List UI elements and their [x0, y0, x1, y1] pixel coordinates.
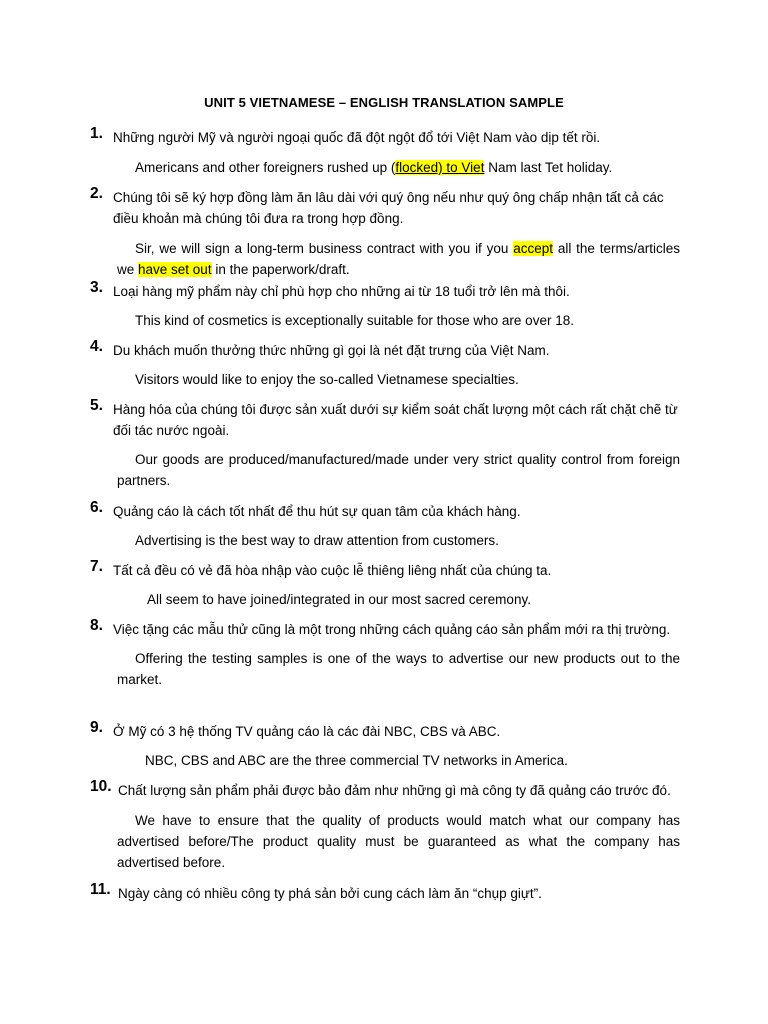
list-item — [90, 619, 680, 690]
list-item — [90, 780, 680, 873]
english-translation: Sir, we will sign a long-term business contract with you if you accept all the terms/articles we have set out in the paperwork/draft. — [117, 241, 680, 277]
list-item — [90, 399, 680, 491]
vietnamese-sentence: Hàng hóa của chúng tôi được sản xuất dưới sự kiểm soát chất lượng một cách rất chặt chẽ từ đối tác nước ngoài. — [113, 402, 678, 438]
list-item — [90, 127, 680, 178]
list-item — [90, 883, 680, 904]
english-translation: Offering the testing samples is one of the ways to advertise our new products out to the market. — [117, 651, 680, 687]
item-number: 11. — [90, 881, 111, 898]
vietnamese-sentence: Ở Mỹ có 3 hệ thống TV quảng cáo là các đài NBC, CBS và ABC. — [113, 724, 501, 739]
item-number: 2. — [90, 185, 103, 202]
english-translation: Americans and other foreigners rushed up (flocked) to Viet Nam last Tet holiday. — [135, 160, 613, 175]
vietnamese-sentence: Ngày càng có nhiều công ty phá sản bởi cung cách làm ăn “chụp giựt”. — [118, 886, 542, 901]
vietnamese-sentence: Du khách muốn thưởng thức những gì gọi là nét đặt trưng của Việt Nam. — [113, 343, 550, 358]
item-number: 4. — [90, 338, 103, 355]
english-translation: Visitors would like to enjoy the so-called Vietnamese specialties. — [135, 372, 519, 387]
item-number: 9. — [90, 719, 103, 736]
english-translation: We have to ensure that the quality of products would match what our company has advertised before/The product quality must be guaranteed as what the company has advertised before. — [117, 813, 680, 870]
vietnamese-sentence: Chất lượng sản phẩm phải được bảo đảm như những gì mà công ty đã quảng cáo trước đó. — [118, 783, 671, 798]
list-item — [90, 721, 680, 771]
item-number: 10. — [90, 778, 112, 795]
vietnamese-sentence: Tất cả đều có vẻ đã hòa nhập vào cuộc lễ thiêng liêng nhất của chúng ta. — [113, 563, 552, 578]
list-item — [90, 501, 680, 551]
english-translation: All seem to have joined/integrated in our most sacred ceremony. — [147, 592, 531, 607]
item-number: 1. — [90, 125, 103, 142]
highlighted-text: flocked) to Viet — [395, 160, 485, 175]
vietnamese-sentence: Quảng cáo là cách tốt nhất để thu hút sự quan tâm của khách hàng. — [113, 504, 521, 519]
item-number: 7. — [90, 558, 103, 575]
english-translation: NBC, CBS and ABC are the three commercial TV networks in America. — [145, 753, 568, 768]
highlighted-text: accept — [513, 241, 553, 256]
item-number: 5. — [90, 397, 103, 414]
vietnamese-sentence: Chúng tôi sẽ ký hợp đồng làm ăn lâu dài với quý ông nếu như quý ông chấp nhận tất cả các điều khoản mà chúng tôi đưa ra trong hợp đồng. — [113, 190, 664, 226]
highlighted-text: have set out — [138, 262, 212, 277]
item-number: 6. — [90, 499, 103, 516]
vietnamese-sentence: Việc tặng các mẫu thử cũng là một trong những cách quảng cáo sản phẩm mới ra thị trường. — [113, 622, 671, 637]
item-number: 8. — [90, 617, 103, 634]
english-translation: Our goods are produced/manufactured/made under very strict quality control from foreign partners. — [117, 452, 680, 488]
page-title: UNIT 5 VIETNAMESE – ENGLISH TRANSLATION SAMPLE — [204, 95, 564, 110]
english-translation: This kind of cosmetics is exceptionally suitable for those who are over 18. — [135, 313, 574, 328]
list-item — [90, 340, 680, 390]
list-item — [90, 187, 680, 280]
item-number: 3. — [90, 279, 103, 296]
list-item — [90, 560, 680, 610]
list-item — [90, 281, 680, 331]
english-translation: Advertising is the best way to draw attention from customers. — [135, 533, 499, 548]
vietnamese-sentence: Loại hàng mỹ phẩm này chỉ phù hợp cho những ai từ 18 tuổi trở lên mà thôi. — [113, 284, 570, 299]
vietnamese-sentence: Những người Mỹ và người ngoại quốc đã đột ngột đổ tới Việt Nam vào dịp tết rồi. — [113, 130, 601, 145]
